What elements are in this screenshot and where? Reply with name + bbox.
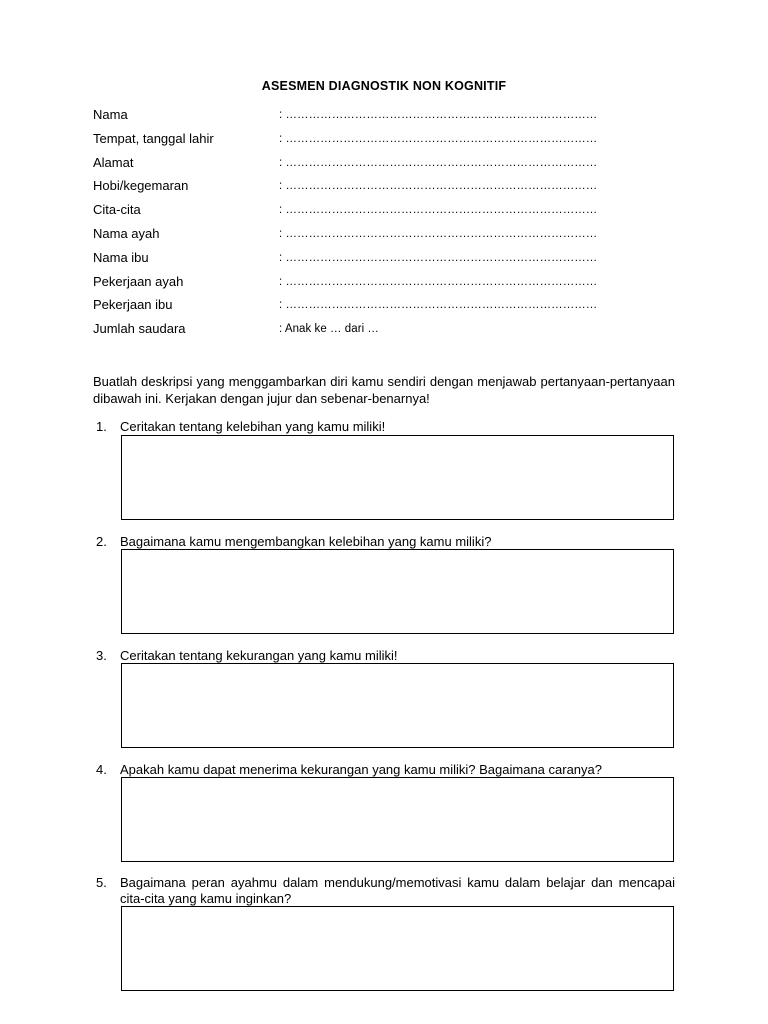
question-number: 2. [96,534,107,549]
field-blank[interactable]: : ……………………………………………………………………… [279,227,598,240]
field-row-nama [93,107,683,131]
field-blank[interactable]: : ……………………………………………………………………… [279,275,598,288]
field-row-alamat [93,155,683,179]
field-row-jumlah-saudara [93,321,683,345]
field-row-pekerjaan-ibu [93,297,683,321]
question-text: Ceritakan tentang kelebihan yang kamu miliki! [120,419,386,434]
answer-box-2[interactable] [121,549,674,634]
field-blank[interactable]: : ……………………………………………………………………… [279,156,598,169]
question-text: Bagaimana peran ayahmu dalam mendukung/memotivasi kamu dalam belajar dan mencapai cita-cita yang kamu inginkan? [120,875,675,906]
field-blank[interactable]: : ……………………………………………………………………… [279,132,598,145]
field-label: Hobi/kegemaran [93,178,189,194]
field-label: Pekerjaan ibu [93,297,173,313]
field-blank[interactable]: : ……………………………………………………………………… [279,251,598,264]
question-number: 4. [96,762,107,777]
instructions-paragraph: Buatlah deskripsi yang menggambarkan diri kamu sendiri dengan menjawab pertanyaan-pertanyaan dibawah ini. Kerjakan dengan jujur dan sebenar-benarnya! [93,374,675,406]
field-label: Nama ibu [93,249,149,265]
field-blank[interactable]: : ……………………………………………………………………… [279,204,598,217]
field-blank[interactable]: : Anak ke … dari … [279,323,379,336]
answer-box-4[interactable] [121,777,674,862]
field-row-tempat-tanggal-lahir [93,131,683,155]
field-row-cita-cita [93,202,683,226]
question-number: 3. [96,648,107,663]
answer-box-5[interactable] [121,906,674,991]
field-label: Pekerjaan ayah [93,273,184,289]
field-row-pekerjaan-ayah [93,274,683,298]
question-text: Ceritakan tentang kekurangan yang kamu miliki! [120,648,398,663]
field-label: Cita-cita [93,202,141,218]
question-number: 1. [96,419,107,434]
identity-fields [93,107,683,345]
field-row-hobi [93,178,683,202]
field-row-nama-ibu [93,250,683,274]
answer-box-3[interactable] [121,663,674,748]
field-label: Alamat [93,154,134,170]
field-label: Tempat, tanggal lahir [93,130,214,146]
field-label: Jumlah saudara [93,321,186,337]
field-blank[interactable]: : ……………………………………………………………………… [279,180,598,193]
answer-box-1[interactable] [121,435,674,520]
field-blank[interactable]: : ……………………………………………………………………… [279,299,598,312]
field-row-nama-ayah [93,226,683,250]
document-title: ASESMEN DIAGNOSTIK NON KOGNITIF [261,79,507,93]
field-label: Nama [93,107,128,122]
question-text: Apakah kamu dapat menerima kekurangan yang kamu miliki? Bagaimana caranya? [120,762,602,777]
question-number: 5. [96,875,107,890]
field-label: Nama ayah [93,225,160,241]
question-text: Bagaimana kamu mengembangkan kelebihan yang kamu miliki? [120,534,492,549]
field-blank[interactable]: : ……………………………………………………………………… [279,109,598,121]
